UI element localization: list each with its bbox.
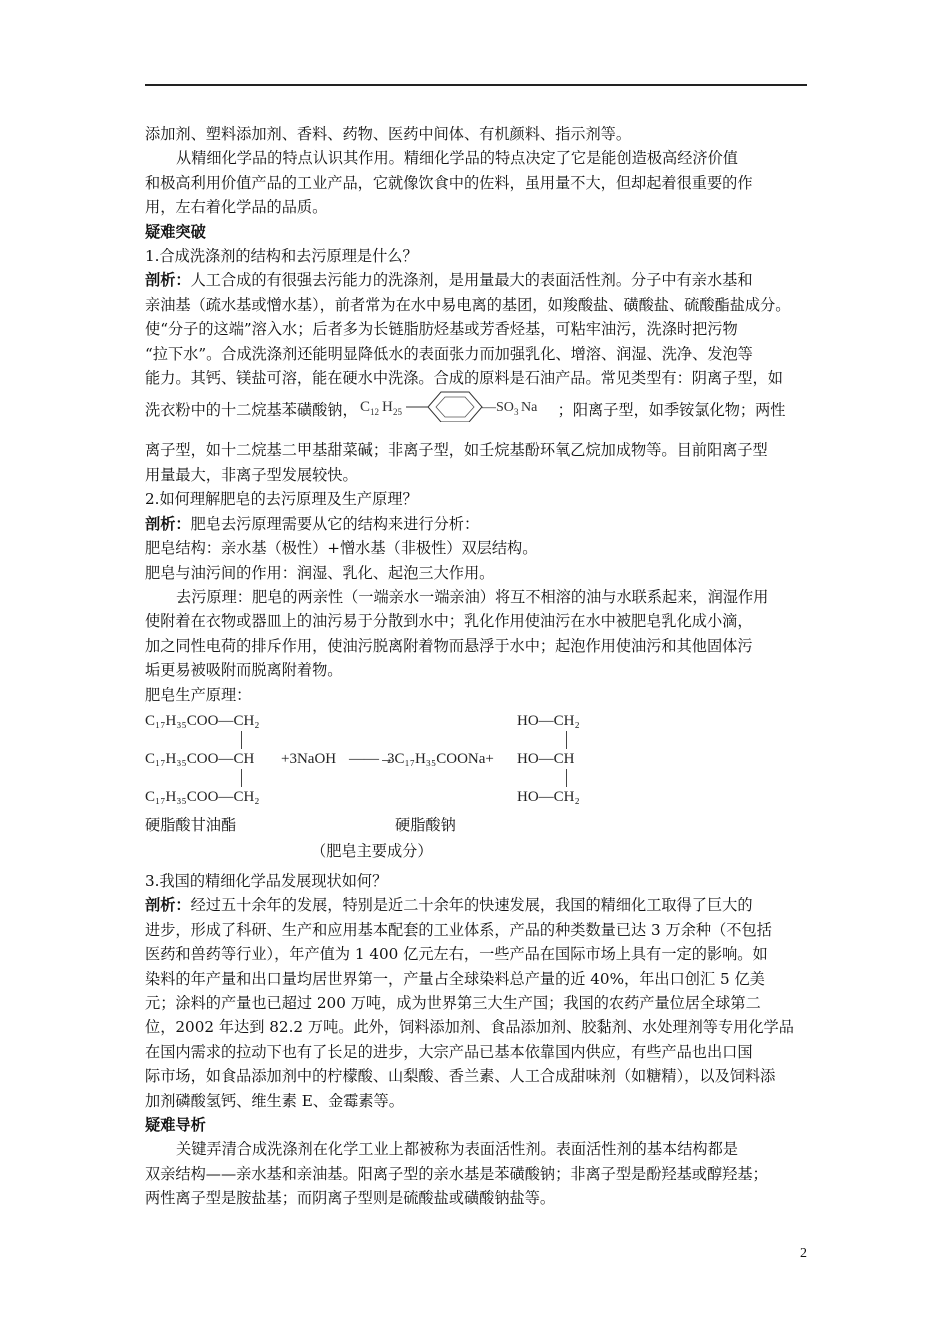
paragraph-line: 关键弄清合成洗涤剂在化学工业上都被称为表面活性剂。表面活性剂的基本结构都是 [176,1140,738,1159]
analysis-label: 剖析： [145,896,191,915]
paragraph-line: “拉下水”。合成洗涤剂还能明显降低水的表面张力而加强乳化、增溶、润湿、洗净、发泡等 [145,344,753,363]
hydroxyl: HO— [517,712,554,729]
ch2-group: CH₂ [233,712,260,729]
paragraph-line: 在国内需求的拉动下也有了长足的进步，大宗产品已基本依靠国内供应，有些产品也出口国 [145,1042,753,1061]
paragraph-line: 人工合成的有很强去污能力的洗涤剂，是用量最大的表面活性剂。分子中有亲水基和 [190,271,753,290]
ch-group: CH [553,750,575,767]
paragraph-line: 加剂磷酸氢钙、维生素 E、金霉素等。 [145,1091,404,1110]
paragraph-line: 离子型，如十二烷基二甲基甜菜碱；非离子型，如壬烷基酚环氧乙烷加成物等。目前阳离子型 [145,441,768,460]
equation-captions [145,813,809,869]
caption-ester: 硬脂酸甘油酯 [145,815,237,834]
svg-text:H: H [381,398,393,415]
paragraph-line: 垢更易被吸附而脱离附着物。 [145,661,343,680]
paragraph-line: ；阳离子型，如季铵氯化物；两性 [557,401,786,420]
paragraph-line: 加之同性电荷的排斥作用，使油污脱离附着物而悬浮于水中；起泡作用使油污和其他固体污 [145,636,753,655]
svg-text:C: C [359,398,370,415]
soap-product: 3C₁₇H₃₅COONa+ [387,750,494,767]
paragraph-line: 元；涂料的产量也已超过 200 万吨，成为世界第三大生产国；我国的农药产量位居全球第二 [145,993,761,1012]
naoh-reagent: +3NaOH [281,750,337,767]
ch-group: CH [233,750,255,767]
page-number: 2 [800,1246,807,1261]
page-body [145,122,809,1211]
question-1: 1.合成洗涤剂的结构和去污原理是什么？ [145,247,418,266]
paragraph-line: 际市场，如食品添加剂中的柠檬酸、山梨酸、香兰素、人工合成甜味剂（如糖精），以及饲料添 [145,1067,776,1086]
paragraph-line: 位，2002 年达到 82.2 万吨。此外，饲料添加剂、食品添加剂、胶黏剂、水处理剂等专用化学品 [145,1018,794,1037]
paragraph-line: 肥皂与油污间的作用：润湿、乳化、起泡三大作用。 [145,563,495,582]
ch2-group: CH₂ [233,788,260,805]
paragraph-line: 亲油基（疏水基或憎水基），前者常为在水中易电离的基团，如羧酸盐、磺酸盐、硫酸酯盐成分。 [145,295,791,314]
dodecylbenzene-sulfonate-formula [358,386,558,437]
paragraph-line: 能力。其钙、镁盐可溶，能在硬水中洗涤。合成的原料是石油产品。常见类型有：阴离子型，如 [145,369,783,388]
analysis-label: 剖析： [145,271,191,290]
ch2-group: CH₂ [553,788,580,805]
paragraph-line: 使“分子的这端”溶入水；后者多为长链脂肪烃基或芳香烃基，可粘牢油污，洗涤时把污物 [145,320,738,339]
header-rule [145,84,807,86]
paragraph-line: 用，左右着化学品的品质。 [145,198,328,217]
ester-chain: C₁₇H₃₅COO— [145,788,234,805]
svg-text:—SO: —SO [481,399,514,415]
analysis-label: 剖析： [145,514,191,533]
paragraph-line: 添加剂、塑料添加剂、香料、药物、医药中间体、有机颜料、指示剂等。 [145,125,631,143]
paragraph-line: 去污原理：肥皂的两亲性（一端亲水一端亲油）将互不相溶的油与水联系起来，润湿作用 [176,587,769,606]
paragraph-line: 进步，形成了科研、生产和应用基本配套的工业体系，产品的种类数量已达 3 万余种（不包括 [145,920,772,939]
paragraph-line: 使附着在衣物或器皿上的油污易于分散到水中；乳化作用使油污在水中被肥皂乳化成小滴， [145,612,753,631]
saponification-equation [145,709,809,813]
paragraph-line: 洗衣粉中的十二烷基苯磺酸钠， [145,401,358,420]
reaction-arrow: ——→ [349,750,394,767]
caption-soap: 硬脂酸钠 [395,815,456,834]
svg-text:25: 25 [392,406,402,417]
ester-chain: C₁₇H₃₅COO— [145,712,234,729]
paragraph-line: 用量最大，非离子型发展较快。 [145,465,358,484]
paragraph-line: 肥皂生产原理： [145,685,252,704]
paragraph-line: 肥皂去污原理需要从它的结构来进行分析： [190,514,480,533]
paragraph-line: 医药和兽药等行业），年产值为 1 400 亿元左右，一些产品在国际市场上具有一定的影响。如 [145,945,768,964]
svg-text:3: 3 [513,406,519,417]
paragraph-line: 双亲结构——亲水基和亲油基。阳离子型的亲水基是苯磺酸钠；非离子型是酚羟基或醇羟基； [145,1164,768,1183]
svg-text:12: 12 [369,406,379,417]
hydroxyl: HO— [517,750,554,767]
question-2: 2.如何理解肥皂的去污原理及生产原理？ [145,490,418,509]
question-3: 3.我国的精细化学品发展现状如何？ [145,871,388,890]
paragraph-line: 和极高利用价值产品的工业产品，它就像饮食中的佐料，虽用量不大，但却起着很重要的作 [145,173,753,192]
caption-soap-note: （肥皂主要成分） [311,841,433,860]
paragraph-line: 经过五十余年的发展，特别是近二十余年的快速发展，我国的精细化工取得了巨大的 [190,896,753,915]
hydroxyl: HO— [517,788,554,805]
ch2-group: CH₂ [553,712,580,729]
paragraph-line: 肥皂结构：亲水基（极性）+憎水基（非极性）双层结构。 [145,539,538,558]
paragraph-line: 从精细化学品的特点认识其作用。精细化学品的特点决定了它是能创造极高经济价值 [176,149,738,168]
section-heading: 疑难导析 [145,1116,206,1134]
svg-text:Na: Na [520,399,537,415]
ester-chain: C₁₇H₃₅COO— [145,750,234,767]
paragraph-line: 两性离子型是胺盐基；而阴离子型则是硫酸盐或磺酸钠盐等。 [145,1189,556,1208]
paragraph-line: 染料的年产量和出口量均居世界第一，产量占全球染料总产量的近 40%，年出口创汇 5 亿美 [145,969,765,988]
section-heading: 疑难突破 [145,222,206,241]
